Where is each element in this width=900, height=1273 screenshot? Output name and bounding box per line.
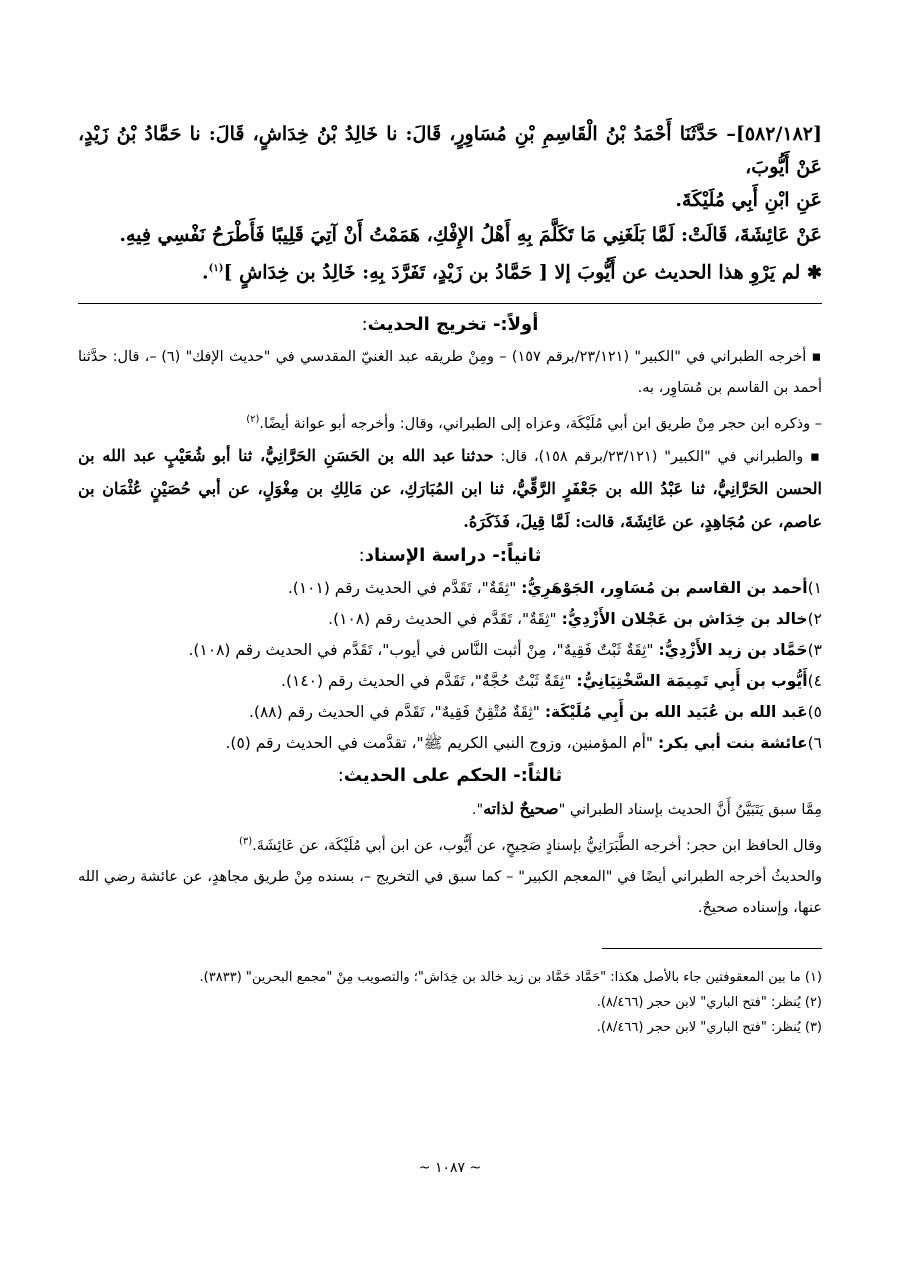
takhrij-paragraph-2: – وذكره ابن حجر مِنْ طريق ابن أبي مُلَيْكَة، وعزاه إلى الطبراني، وقال: وأخرجه أبو عوانة أيضًا.$^{(٢)}$ bbox=[246, 414, 822, 433]
narrator-item bbox=[78, 728, 822, 759]
narrator-name: أَيُّوب بن أَبِي تَمِيمَة السَّخْتِيَانِيُّ: bbox=[576, 672, 808, 691]
narrator-grade: "ثِقَةٌ"، تَقَدَّم في الحديث رقم (١٠١). bbox=[287, 579, 522, 598]
narrator-name: حَمَّاد بن زيد الأَزْدِيُّ: bbox=[658, 641, 808, 660]
narrator-grade: "أم المؤمنين، وزوج النبي الكريم ﷺ"، تقدَّمت في الحديث رقم (٥). bbox=[225, 734, 658, 753]
hadith-block bbox=[78, 118, 822, 289]
narrator-item bbox=[78, 666, 822, 697]
narrator-number: ٤) bbox=[807, 672, 822, 691]
hadith-isnad-end: عَنِ ابْنِ أَبِي مُلَيْكَةَ. bbox=[675, 189, 822, 211]
section-title-takhrij: أولاً:- تخريج الحديث: bbox=[361, 314, 539, 336]
narrator-name: عائشة بنت أبي بكر: bbox=[657, 734, 808, 753]
footnote-ref-3[interactable]: (٣) bbox=[238, 836, 253, 848]
footnote-1: (١) ما بين المعقوفتين جاء بالأصل هكذا: "حَمَّاد حَمَّاد بن زيد خالد بن خِدَاش"؛ والتصويب مِنْ "مجمع البحرين" (٣٨٣٣). bbox=[199, 969, 822, 985]
narrator-number: ٣) bbox=[807, 641, 822, 660]
hukm-paragraph-1: مِمَّا سبق يَتَبَيَّنُ أَنَّ الحديث بإسناد الطبراني "صحيحٌ لذاته". bbox=[471, 799, 822, 819]
section-title-hukm: ثالثاً:- الحكم على الحديث: bbox=[337, 765, 563, 787]
narrator-number: ٥) bbox=[807, 703, 822, 722]
page-number: ~ ١٠٨٧ ~ bbox=[418, 1160, 482, 1176]
section-divider bbox=[78, 303, 822, 304]
narrator-item bbox=[78, 635, 822, 666]
takhrij-isnad-bold: حدثنا عبد الله بن الحَسَنِ الحَرَّانِيُّ، ثنا أبو شُعَيْبٍ عبد الله بن الحسن الحَرَّانِيُّ، ثنا عَبْدُ الله بن جَعْفَرٍ الرَّقِّيُّ، ثنا ابن المُبَارَكِ، عن مَالِكِ بن مِغْوَلٍ، عن أبي حُصَيْنٍ عُثْمَان بن عاصم، عن مُجَاهِدٍ، عن عَائِشَةَ، قالت: لَمَّا قِيلَ، فَذَكَرَهُ. bbox=[78, 446, 823, 532]
narrator-name: عَبد الله بن عُبَيد الله بن أَبِي مُلَيْكَة: bbox=[544, 703, 808, 722]
page-content bbox=[78, 118, 822, 1040]
hukm-verdict: صحيحٌ لذاته bbox=[483, 799, 559, 819]
takhrij-paragraph-1: ▪ أخرجه الطبراني في "الكبير" (٢٣/١٢١/برقم ١٥٧) – ومِنْ طريقه عبد الغنيّ المقدسي في "حديث الإفك" (٦) –، قال: حدَّثنا أحمد بن القاسم بن مُسَاوِر، به. bbox=[78, 349, 822, 397]
tafarrud-text: لم يَرْوِ هذا الحديث عن أَيُّوبَ إلا [ حَمَّادُ بن زَيْدٍ، تَفَرَّدَ بِهِ: خَالِدُ بن خِدَاشٍ ] bbox=[223, 261, 801, 284]
takhrij-section bbox=[78, 342, 822, 539]
footnotes bbox=[78, 965, 822, 1040]
narrator-item bbox=[78, 573, 822, 604]
narrator-number: ٢) bbox=[807, 610, 822, 629]
hadith-isnad: [٥٨٢/١٨٢]– حَدَّثَنَا أَحْمَدُ بْنُ الْقَاسِمِ بْنِ مُسَاوِرٍ، قَالَ: نا خَالِدُ بْنُ خِدَاشٍ، قَالَ: نا حَمَّادُ بْنُ زَيْدٍ، عَنْ أَيُّوبَ، bbox=[78, 123, 822, 178]
hukm-paragraph-2: وقال الحافظ ابن حجر: أخرجه الطَّبَرَانِيُّ بإسنادٍ صَحِيحٍ، عن أَيُّوب، عن ابن أبي مُلَيْكَة، عن عَائِشَةَ.$^{(٣)}$ bbox=[238, 836, 822, 854]
narrator-item bbox=[78, 697, 822, 728]
narrator-grade: "ثِقَةٌ مُتْقِنٌ فَقِيهٌ"، تَقَدَّم في الحديث رقم (٨٨). bbox=[249, 703, 545, 722]
narrator-number: ١) bbox=[807, 579, 822, 598]
hukm-section bbox=[78, 793, 822, 924]
narrator-grade: "ثِقَةٌ"، تَقَدَّم في الحديث رقم (١٠٨). bbox=[328, 610, 562, 629]
hukm-paragraph-3: والحديثُ أخرجه الطبراني أيضًا في "المعجم الكبير" – كما سبق في التخريج –، بسنده مِنْ طريق مجاهدٍ، عن عائشة رضي الله عنها، وإسناده صحيحٌ. bbox=[78, 868, 822, 916]
footnote-3: (٣) يُنظر: "فتح الباري" لابن حجر (٨/٤٦٦). bbox=[596, 1019, 822, 1035]
takhrij-paragraph-3: ▪ والطبراني في "الكبير" (٢٣/١٢١/برقم ١٥٨)، قال: حدثنا عبد الله بن الحَسَنِ الحَرَّانِيُّ، ثنا أبو شُعَيْبٍ عبد الله بن الحسن الحَرَّانِيُّ، ثنا عَبْدُ الله بن جَعْفَرٍ الرَّقِّيُّ، ثنا ابن المُبَارَكِ، عن مَالِكِ بن مِغْوَلٍ، عن أبي حُصَيْنٍ عُثْمَان بن عاصم، عن مُجَاهِدٍ، عن عَائِشَةَ، قالت: لَمَّا قِيلَ، فَذَكَرَهُ. bbox=[78, 446, 823, 532]
narrators-list bbox=[78, 573, 822, 759]
narrator-name: خالد بن خِدَاش بن عَجْلان الأَزْدِيُّ: bbox=[561, 610, 808, 629]
narrator-grade: "ثِقَةٌ ثَبْتٌ فَقِيهٌ"، مِنْ أثبت النَّاس في أيوب"، تَقَدَّم في الحديث رقم (١٠٨). bbox=[188, 641, 659, 660]
narrator-grade: "ثِقَةٌ ثَبْتٌ حُجَّةٌ"، تَقَدَّم في الحديث رقم (١٤٠). bbox=[281, 672, 577, 691]
star-icon: ✱ bbox=[806, 262, 822, 284]
hadith-matn: عَنْ عَائِشَةَ، قَالَتْ: لَمَّا بَلَغَنِي مَا تَكَلَّمَ بِهِ أَهْلُ الإِفْكِ، هَمَمْتُ أَنْ آتِيَ قَلِيبًا فَأَطْرَحُ نَفْسِي فِيهِ. bbox=[119, 224, 822, 246]
narrator-name: أحمد بن القاسم بن مُسَاوِر، الجَوْهَرِيُّ: bbox=[521, 579, 808, 598]
footnote-divider bbox=[602, 948, 822, 949]
footnote-2: (٢) يُنظر: "فتح الباري" لابن حجر (٨/٤٦٦). bbox=[596, 994, 822, 1010]
hadith-tafarrud-note: ✱ لم يَرْوِ هذا الحديث عن أَيُّوبَ إلا [ حَمَّادُ بن زَيْدٍ، تَفَرَّدَ بِهِ: خَالِدُ بن خِدَاشٍ ]$^{(١)}$. bbox=[202, 261, 822, 284]
footnote-ref-2[interactable]: (٢) bbox=[246, 414, 260, 426]
footnote-ref-1[interactable]: (١) bbox=[208, 263, 224, 274]
section-title-isnad: ثانياً:- دراسة الإسناد: bbox=[358, 545, 542, 567]
narrator-item bbox=[78, 604, 822, 635]
narrator-number: ٦) bbox=[807, 734, 822, 753]
